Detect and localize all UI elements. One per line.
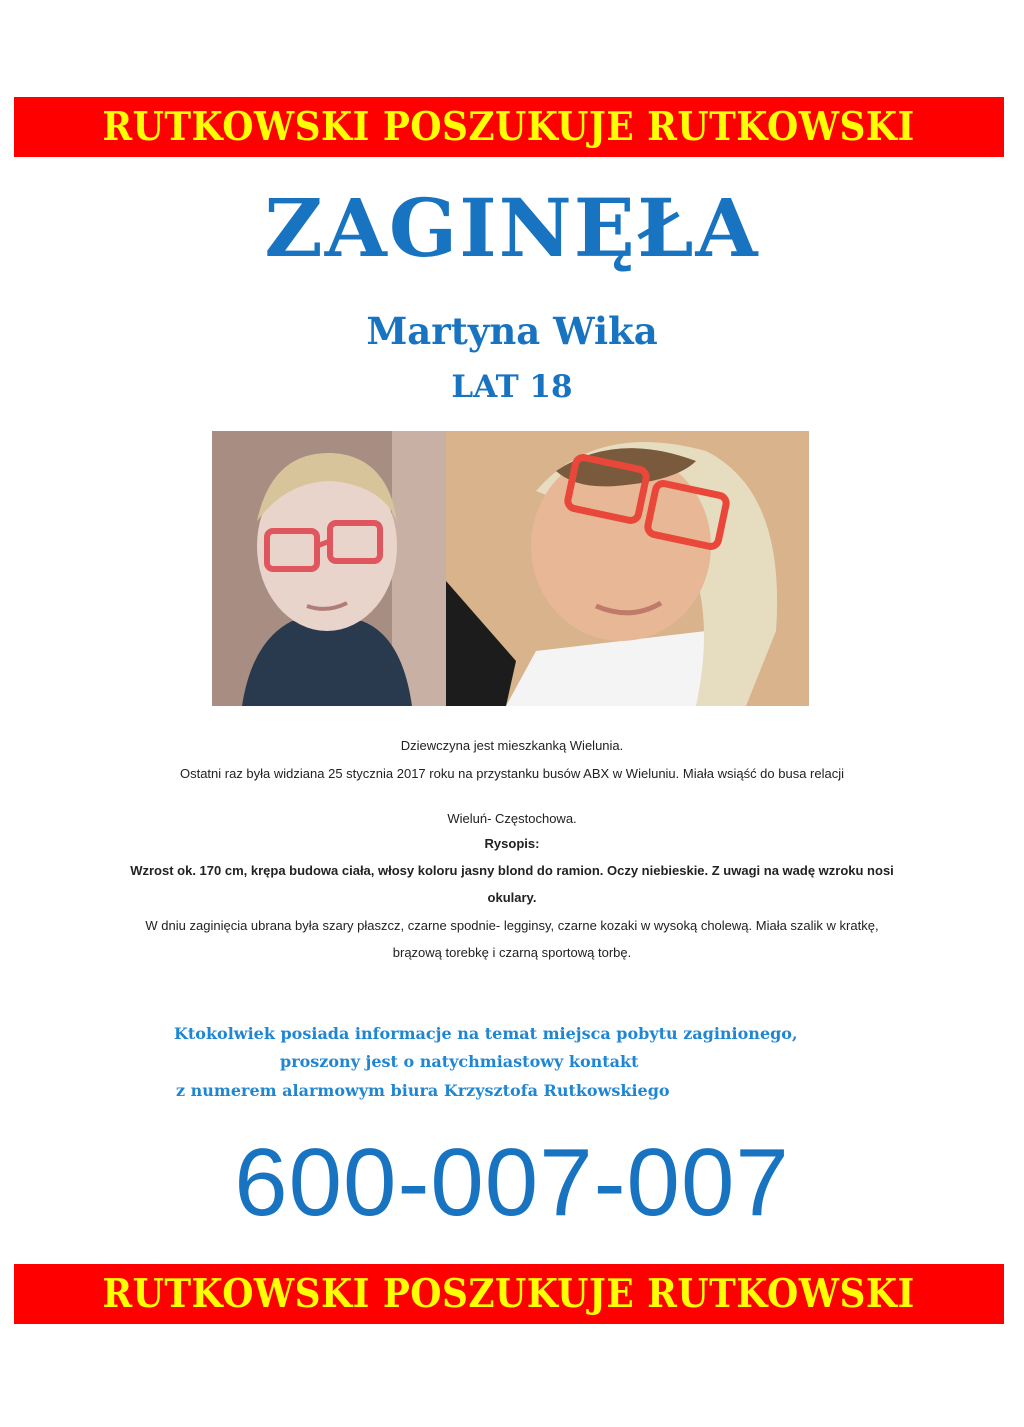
photo-left	[212, 431, 446, 706]
portrait-left-illustration	[212, 431, 446, 706]
contact-line-3: z numerem alarmowym biura Krzysztofa Rutkowskiego	[176, 1081, 670, 1100]
bottom-banner	[14, 1264, 1004, 1324]
description-line-2: Ostatni raz była widziana 25 stycznia 2017 roku na przystanku busów ABX w Wieluniu. Miała wsiąść do busa relacji	[179, 766, 845, 781]
missing-person-age: LAT 18	[451, 369, 573, 405]
portrait-right-illustration	[446, 431, 809, 706]
missing-person-name: Martyna Wika	[366, 309, 658, 353]
rysopis-line-2: okulary.	[487, 890, 537, 905]
clothing-line-2: brązową torebkę i czarną sportową torbę.	[392, 945, 632, 960]
page-title: ZAGINĘŁA	[264, 181, 760, 275]
clothing-line-1: W dniu zaginięcia ubrana była szary płaszcz, czarne spodnie- legginsy, czarne kozaki w wysoką cholewą. Miała szalik w kratkę,	[145, 918, 879, 933]
rysopis-label: Rysopis:	[484, 836, 540, 851]
contact-line-2: proszony jest o natychmiastowy kontakt	[280, 1052, 639, 1071]
description-line-3: Wieluń- Częstochowa.	[447, 811, 577, 826]
bottom-banner-text: RUTKOWSKI POSZUKUJE RUTKOWSKI	[102, 1271, 916, 1317]
phone-number[interactable]: 600-007-007	[234, 1129, 790, 1236]
contact-line-1: Ktokolwiek posiada informacje na temat miejsca pobytu zaginionego,	[174, 1024, 798, 1043]
description-line-1: Dziewczyna jest mieszkanką Wielunia.	[400, 738, 624, 753]
top-banner-text: RUTKOWSKI POSZUKUJE RUTKOWSKI	[102, 104, 916, 150]
photo-right	[446, 431, 809, 706]
top-banner	[14, 97, 1004, 157]
rysopis-line-1: Wzrost ok. 170 cm, krępa budowa ciała, włosy koloru jasny blond do ramion. Oczy niebieskie. Z uwagi na wadę wzroku nosi	[130, 863, 894, 878]
photos	[212, 431, 809, 706]
